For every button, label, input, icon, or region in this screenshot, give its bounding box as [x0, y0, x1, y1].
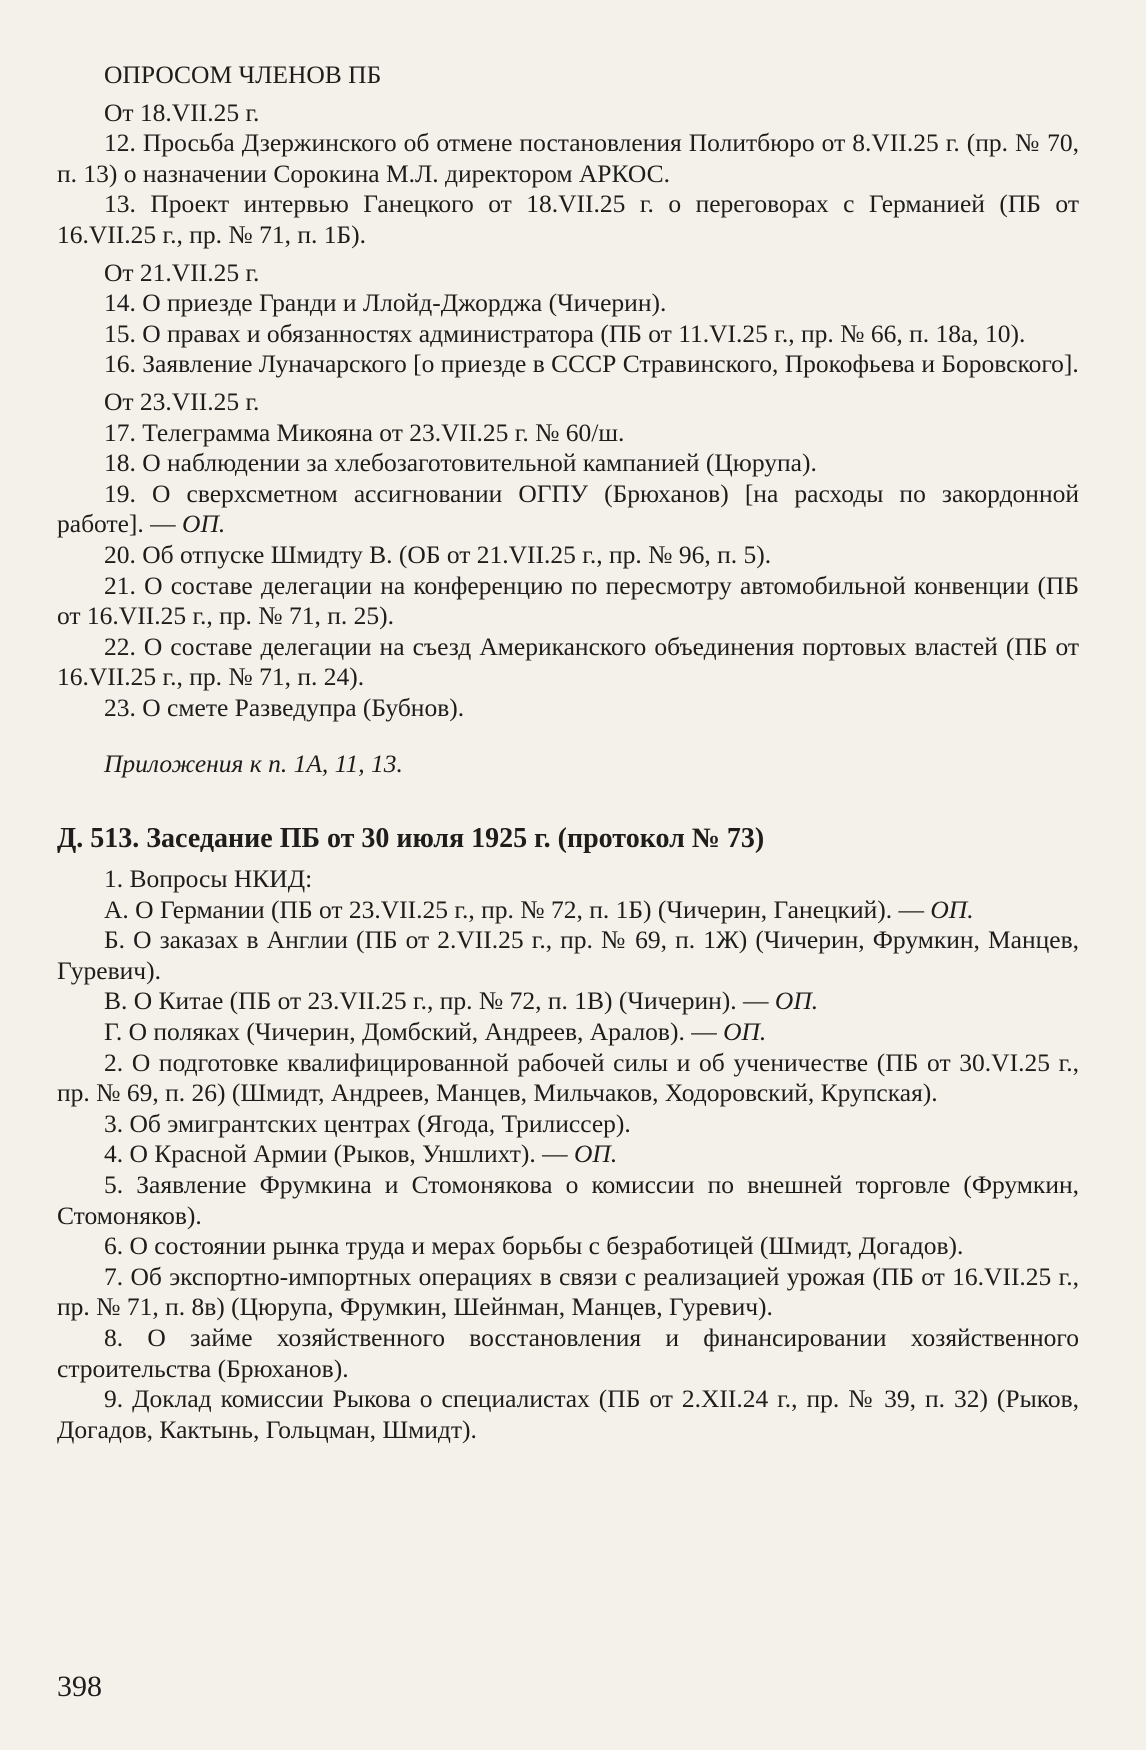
list-item: 4. О Красной Армии (Рыков, Уншлихт). — ОП.	[104, 1139, 618, 1169]
list-item: 15. О правах и обязанностях администратора (ПБ от 11.VI.25 г., пр. № 66, п. 18а, 10).	[104, 318, 1026, 348]
section-date: От 18.VII.25 г.	[104, 97, 260, 127]
list-item: 20. Об отпуске Шмидту В. (ОБ от 21.VII.25 г., пр. № 96, п. 5).	[104, 539, 772, 569]
list-item: 23. О смете Разведупра (Бубнов).	[104, 692, 465, 722]
list-item: 8. О займе хозяйственного восстановления и финансировании хозяйственного строительства (Брюханов).	[57, 1322, 1079, 1383]
list-item: 3. Об эмигрантских центрах (Ягода, Трилиссер).	[104, 1108, 631, 1138]
page-number: 398	[57, 1670, 102, 1703]
document-heading: Д. 513. Заседание ПБ от 30 июля 1925 г. (протокол № 73)	[57, 823, 765, 855]
list-item: 7. Об экспортно-импортных операциях в связи с реализацией урожая (ПБ от 16.VII.25 г., пр. № 71, п. 8в) (Цюрупа, Фрумкин, Шейнман, Манцев, Гуревич).	[57, 1261, 1079, 1322]
section-date: От 21.VII.25 г.	[104, 257, 260, 287]
meeting-agenda	[57, 864, 1079, 1445]
page-content	[57, 60, 1079, 1445]
list-item: 18. О наблюдении за хлебозаготовительной кампанией (Цюрупа).	[104, 448, 817, 478]
list-item: 5. Заявление Фрумкина и Стомонякова о комиссии по внешней торговле (Фрумкин, Стомоняков).	[57, 1170, 1079, 1230]
list-item: 13. Проект интервью Ганецкого от 18.VII.25 г. о переговорах с Германией (ПБ от 16.VII.25 г., пр. № 71, п. 1Б).	[57, 189, 1079, 249]
list-item: Б. О заказах в Англии (ПБ от 2.VII.25 г., пр. № 69, п. 1Ж) (Чичерин, Фрумкин, Манцев, Гуревич).	[57, 925, 1079, 985]
list-item: 9. Доклад комиссии Рыкова о специалистах (ПБ от 2.XII.24 г., пр. № 39, п. 32) (Рыков, Догадов, Кактынь, Гольцман, Шмидт).	[57, 1384, 1079, 1444]
list-item: 14. О приезде Гранди и Ллойд-Джорджа (Чичерин).	[104, 288, 667, 318]
list-item: 17. Телеграмма Микояна от 23.VII.25 г. № 60/ш.	[104, 417, 625, 447]
list-item: 21. О составе делегации на конференцию по пересмотру автомобильной конвенции (ПБ от 16.VII.25 г., пр. № 71, п. 25).	[57, 570, 1079, 631]
section-date: От 23.VII.25 г.	[104, 386, 260, 416]
section-21-vii	[57, 258, 1079, 380]
list-item: 22. О составе делегации на съезд Американского объединения портовых властей (ПБ от 16.VII.25 г., пр. № 71, п. 24).	[57, 631, 1079, 692]
list-item: 6. О состоянии рынка труда и мерах борьбы с безработицей (Шмидт, Догадов).	[104, 1231, 964, 1261]
running-header: ОПРОСОМ ЧЛЕНОВ ПБ	[104, 60, 382, 89]
list-item: 16. Заявление Луначарского [о приезде в СССР Стравинского, Прокофьева и Боровского].	[104, 349, 1079, 379]
list-item: 19. О сверхсметном ассигновании ОГПУ (Брюханов) [на расходы по закордонной работе]. — ОП.	[57, 478, 1079, 539]
list-item: А. О Германии (ПБ от 23.VII.25 г., пр. № 72, п. 1Б) (Чичерин, Ганецкий). — ОП.	[104, 894, 974, 924]
appendix-note: Приложения к п. 1А, 11, 13.	[104, 749, 403, 779]
section-18-vii	[57, 98, 1079, 251]
list-item: 1. Вопросы НКИД:	[104, 864, 313, 894]
list-item: 12. Просьба Дзержинского об отмене постановления Политбюро от 8.VII.25 г. (пр. № 70, п. 13) о назначении Сорокина М.Л. директором АРКОС.	[57, 128, 1079, 188]
section-23-vii	[57, 387, 1079, 724]
list-item: 2. О подготовке квалифицированной рабочей силы и об ученичестве (ПБ от 30.VI.25 г., пр. № 69, п. 26) (Шмидт, Андреев, Манцев, Мильчаков, Ходоровский, Крупская).	[57, 1047, 1079, 1108]
list-item: В. О Китае (ПБ от 23.VII.25 г., пр. № 72, п. 1В) (Чичерин). — ОП.	[104, 986, 819, 1016]
list-item: Г. О поляках (Чичерин, Домбский, Андреев, Аралов). — ОП.	[104, 1017, 767, 1047]
